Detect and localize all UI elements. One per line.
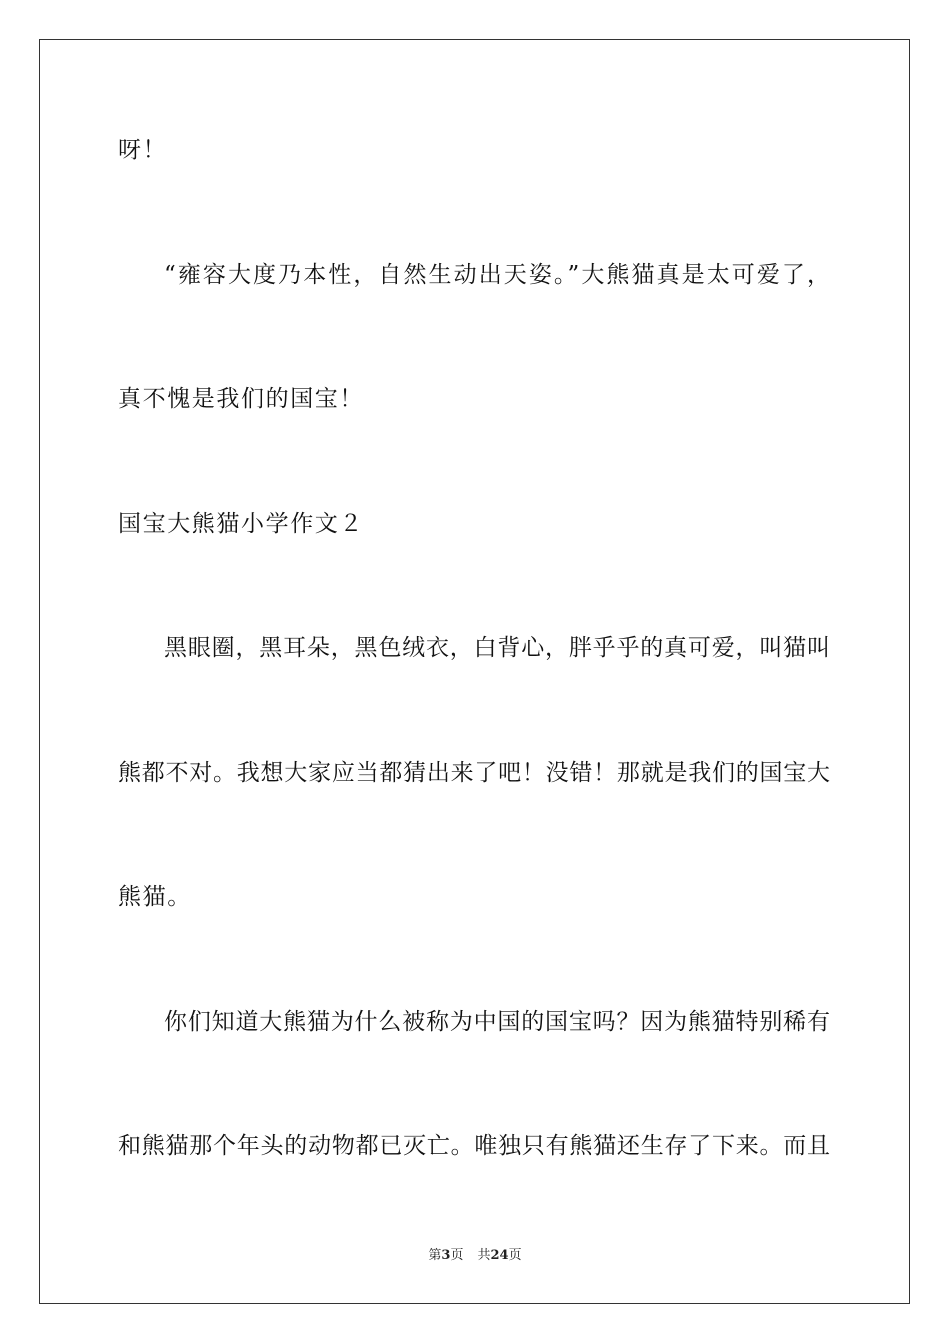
section-heading: 国宝大熊猫小学作文２ [118,511,364,537]
text-line-6: 熊都不对。我想大家应当都猜出来了吧！没错！那就是我们的国宝大 [118,760,830,786]
page-suffix: 页 [450,1248,464,1263]
page-prefix: 第 [428,1248,442,1263]
page-footer [0,1247,950,1265]
text-line-1: 呀！ [118,137,168,163]
total-suffix: 页 [508,1248,522,1263]
text-line-7: 熊猫。 [118,884,192,910]
total-prefix: 共 [477,1248,491,1263]
text-line-2: “雍容大度乃本性，自然生动出天姿。”大熊猫真是太可爱了， [164,262,830,288]
text-line-3: 真不愧是我们的国宝！ [118,386,364,412]
page-border [39,39,910,1304]
text-line-8: 你们知道大熊猫为什么被称为中国的国宝吗？因为熊猫特别稀有 [164,1009,830,1035]
text-line-9: 和熊猫那个年头的动物都已灭亡。唯独只有熊猫还生存了下来。而且 [118,1133,830,1159]
total-pages: 24 [490,1248,509,1263]
page-number: 3 [441,1248,451,1263]
text-line-5: 黑眼圈，黑耳朵，黑色绒衣，白背心，胖乎乎的真可爱，叫猫叫 [164,635,830,661]
